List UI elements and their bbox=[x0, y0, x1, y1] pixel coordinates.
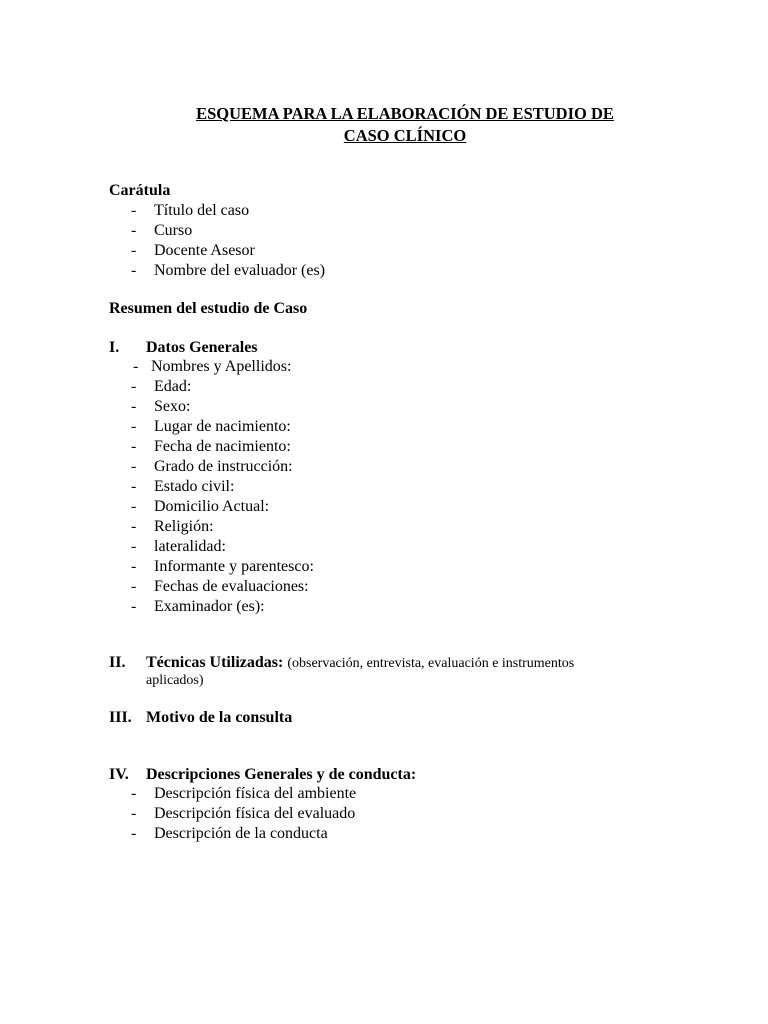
bullet-dash: - bbox=[131, 518, 137, 535]
list-item-text: Informante y parentesco: bbox=[154, 558, 314, 575]
list-item-text: Fechas de evaluaciones: bbox=[154, 578, 309, 595]
document-title-line-1: ESQUEMA PARA LA ELABORACIÓN DE ESTUDIO DE bbox=[196, 104, 614, 123]
bullet-dash: - bbox=[131, 825, 137, 842]
caratula-heading: Carátula bbox=[109, 182, 171, 199]
bullet-dash: - bbox=[131, 202, 137, 219]
bullet-dash: - bbox=[131, 458, 137, 475]
bullet-dash: - bbox=[131, 538, 137, 555]
list-item-text: Edad: bbox=[154, 378, 192, 395]
list-item-text: Sexo: bbox=[154, 398, 191, 415]
bullet-dash: - bbox=[131, 398, 137, 415]
bullet-dash: - bbox=[131, 418, 137, 435]
bullet-dash: - bbox=[131, 438, 137, 455]
list-item-text: Nombre del evaluador (es) bbox=[154, 262, 326, 279]
list-item-text: lateralidad: bbox=[154, 538, 226, 555]
list-item-text: Título del caso bbox=[154, 202, 250, 219]
bullet-dash: - bbox=[133, 358, 139, 375]
list-item-text: Nombres y Apellidos: bbox=[151, 358, 292, 375]
bullet-dash: - bbox=[131, 378, 137, 395]
bullet-dash: - bbox=[131, 805, 137, 822]
list-item-text: Descripción física del ambiente bbox=[154, 785, 357, 802]
list-item-text: Domicilio Actual: bbox=[154, 498, 270, 515]
list-item-text: Grado de instrucción: bbox=[154, 458, 293, 475]
list-item-text: Fecha de nacimiento: bbox=[154, 438, 291, 455]
document-title-line-2: CASO CLÍNICO bbox=[343, 126, 467, 145]
list-item-text: Lugar de nacimiento: bbox=[154, 418, 291, 435]
tecnicas-heading-text: Técnicas Utilizadas: bbox=[146, 654, 284, 671]
descripciones-heading: Descripciones Generales y de conducta: bbox=[146, 766, 417, 783]
datos-generales-heading: Datos Generales bbox=[146, 339, 258, 356]
list-item-text: Estado civil: bbox=[154, 478, 235, 495]
section-ii-numeral: II. bbox=[109, 654, 126, 671]
section-iii-numeral: III. bbox=[109, 709, 132, 726]
bullet-dash: - bbox=[131, 785, 137, 802]
bullet-dash: - bbox=[131, 558, 137, 575]
list-item-text: Religión: bbox=[154, 518, 214, 535]
list-item-text: Examinador (es): bbox=[154, 598, 265, 615]
list-item-text: Docente Asesor bbox=[154, 242, 255, 259]
tecnicas-heading bbox=[146, 653, 574, 674]
bullet-dash: - bbox=[131, 262, 137, 279]
bullet-dash: - bbox=[131, 222, 137, 239]
list-item-text: Descripción física del evaluado bbox=[154, 805, 356, 822]
section-i-numeral: I. bbox=[109, 339, 120, 356]
bullet-dash: - bbox=[131, 578, 137, 595]
list-item-text: Descripción de la conducta bbox=[154, 825, 328, 842]
motivo-heading: Motivo de la consulta bbox=[146, 709, 293, 726]
resumen-heading: Resumen del estudio de Caso bbox=[109, 300, 308, 317]
bullet-dash: - bbox=[131, 242, 137, 259]
section-iv-numeral: IV. bbox=[109, 766, 129, 783]
tecnicas-note-line-2: aplicados) bbox=[146, 673, 204, 688]
list-item-text: Curso bbox=[154, 222, 193, 239]
bullet-dash: - bbox=[131, 478, 137, 495]
bullet-dash: - bbox=[131, 598, 137, 615]
tecnicas-note-line-1: (observación, entrevista, evaluación e instrumentos bbox=[287, 656, 575, 671]
bullet-dash: - bbox=[131, 498, 137, 515]
